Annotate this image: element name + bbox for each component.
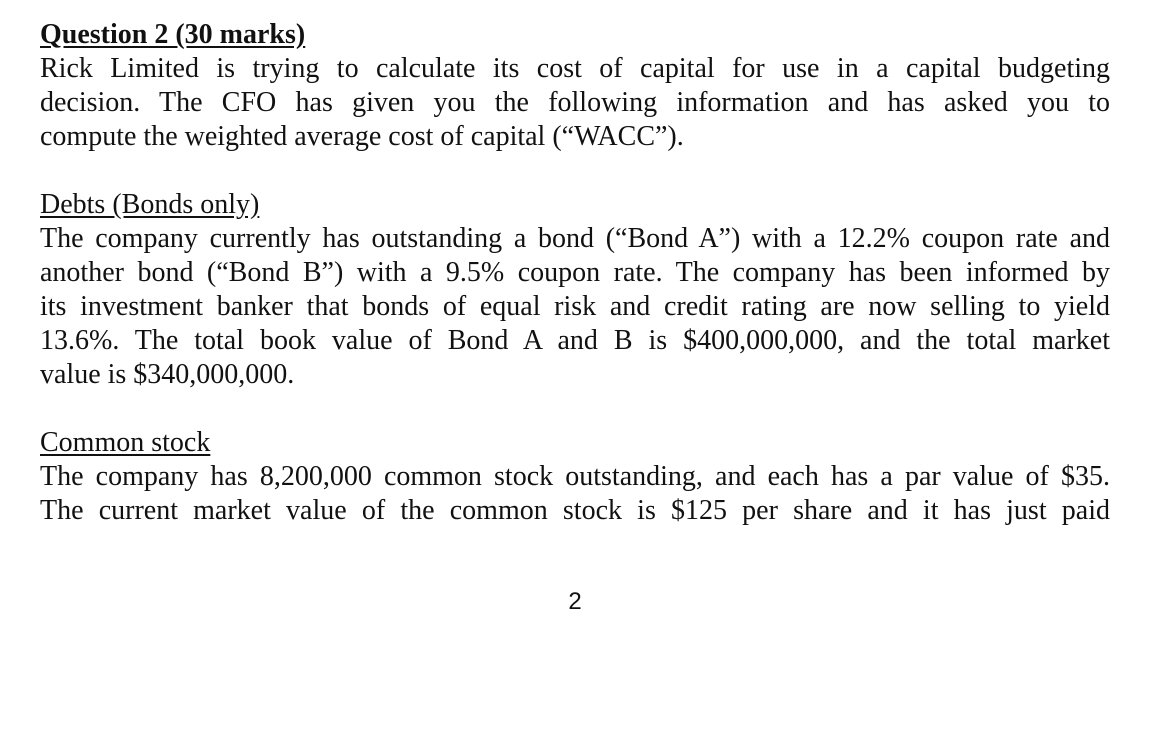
intro-paragraph xyxy=(40,52,1110,154)
common-stock-line-1: The company has 8,200,000 common stock outstanding, and each has a par value of $35. xyxy=(40,461,1110,492)
debts-line-2: another bond (“Bond B”) with a 9.5% coupon rate. The company has been informed by xyxy=(40,257,1110,288)
debts-line-3: its investment banker that bonds of equal risk and credit rating are now selling to yield xyxy=(40,291,1110,322)
common-stock-paragraph xyxy=(40,460,1110,528)
spacer xyxy=(40,392,1110,426)
debts-paragraph xyxy=(40,222,1110,392)
debts-heading: Debts (Bonds only) xyxy=(40,189,260,220)
spacer xyxy=(40,154,1110,188)
page-number: 2 xyxy=(568,588,582,615)
debts-line-4: 13.6%. The total book value of Bond A and B is $400,000,000, and the total market xyxy=(40,325,1110,356)
common-stock-line-2: The current market value of the common stock is $125 per share and it has just paid xyxy=(40,495,1110,526)
document-page xyxy=(40,18,1110,528)
common-stock-heading: Common stock xyxy=(40,427,211,458)
debts-line-5: value is $340,000,000. xyxy=(40,359,295,390)
intro-line-3: compute the weighted average cost of capital (“WACC”). xyxy=(40,121,684,152)
intro-line-1: Rick Limited is trying to calculate its cost of capital for use in a capital budgeting xyxy=(40,53,1110,84)
debts-line-1: The company currently has outstanding a bond (“Bond A”) with a 12.2% coupon rate and xyxy=(40,223,1110,254)
intro-line-2: decision. The CFO has given you the following information and has asked you to xyxy=(40,87,1110,118)
question-title: Question 2 (30 marks) xyxy=(40,19,306,50)
